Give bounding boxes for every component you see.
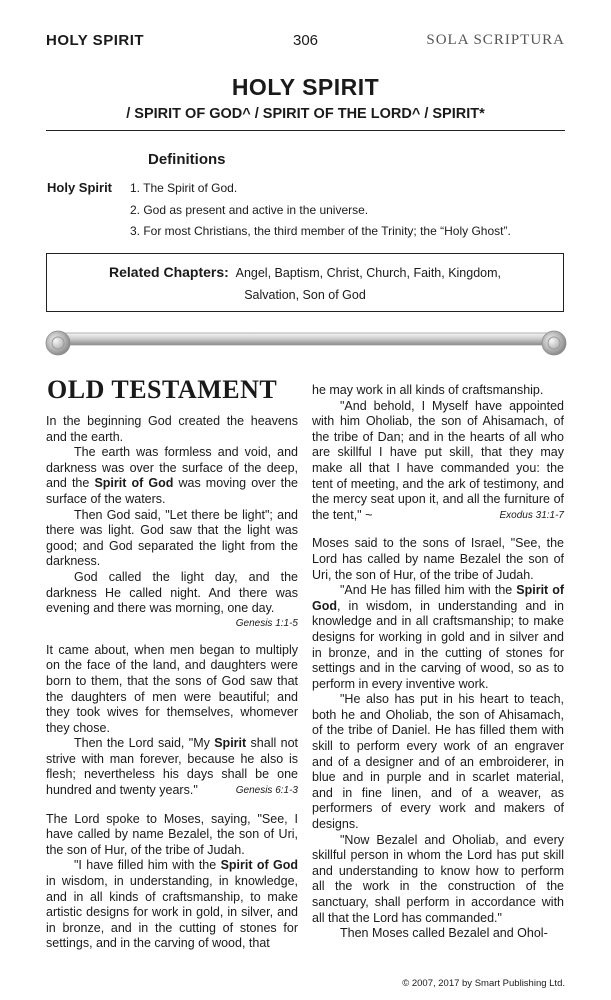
paragraph: The Lord spoke to Moses, saying, "See, I have called by name Bezalel, the son of Uri, the son of Hur, of the tribe of Judah.: [46, 811, 298, 857]
paragraph: "And behold, I Myself have appointed with him Oholiab, the son of Ahisamach, of the tribe of Dan; and in the hearts of all who are skillful I have put skill, that they may make all that I have commanded you: the tent of meeting, and the ark of testimony, and the mercy seat upon it, and all the furniture of the tent," ~ Exodus 31:1-7: [312, 398, 564, 522]
paragraph: It came about, when men began to multiply on the face of the land, and daughters were born to them, that the sons of God saw that the daughters of men were beautiful; and they took wives for themselves, whomever they chose.: [46, 642, 298, 735]
related-chapters-label: Related Chapters:: [109, 264, 229, 280]
chapter-title: HOLY SPIRIT: [231, 74, 380, 100]
header-book-title: SOLA SCRIPTURA: [426, 32, 565, 48]
scripture-reference: Genesis 6:1-3: [235, 785, 298, 797]
paragraph: Moses said to the sons of Israel, "See, the Lord has called by name Bezalel the son of Uri, the son of Hur, of the tribe of Judah.: [312, 536, 564, 582]
scripture-reference: Exodus 31:1-7: [499, 509, 564, 521]
paragraph: "I have filled him with the Spirit of God in wisdom, in understanding, in knowledge, and in all kinds of craftsmanship, to make artistic designs for work in gold, in silver, and in bronze, and in the cutting of stones for settings, and in the carving of wood, that: [46, 858, 298, 951]
header-chapter-title: HOLY SPIRIT: [46, 32, 145, 49]
section-heading: OLD TESTAMENT: [47, 375, 278, 404]
scripture-reference: Genesis 1:1-5: [235, 617, 298, 629]
related-chapters-list-2: Salvation, Son of God: [244, 288, 366, 302]
paragraph: Then the Lord said, "My Spirit shall not strive with man forever, because he also is flesh; nevertheless his days shall be one hundred and twenty years." Genesis 6:1-3: [46, 736, 298, 798]
paragraph: Then Moses called Bezalel and Ohol-: [340, 926, 548, 941]
paragraph: "And He has filled him with the Spirit of God, in wisdom, in understanding and in knowledge and in all craftsmanship; to make designs for working in gold and in silver and in bronze, and in the cutting of stones for settings and in the carving of wood, so as to perform in every inventive work.: [312, 583, 565, 691]
chapter-subtitle: / SPIRIT OF GOD^ / SPIRIT OF THE LORD^ / SPIRIT*: [126, 106, 485, 122]
scroll-divider: [44, 325, 568, 361]
paragraph: "He also has put in his heart to teach, both he and Oholiab, the son of Ahisamach, of the tribe of Daniel. He has filled them with skill to perform every work of an engraver and of a designer and of an embroiderer, in blue and in purple and in scarlet material, and in fine linen, and of a weaver, as performers of every work and makers of designs.: [312, 692, 564, 832]
definition-term: Holy Spirit: [47, 180, 113, 195]
related-chapters-list-1: Angel, Baptism, Christ, Church, Faith, Kingdom,: [235, 266, 501, 280]
definition-item-1: 1. The Spirit of God.: [130, 181, 238, 195]
copyright-footer: © 2007, 2017 by Smart Publishing Ltd.: [402, 978, 565, 989]
left-column: [46, 414, 298, 952]
definition-item-3: 3. For most Christians, the third member of the Trinity; the “Holy Ghost”.: [130, 224, 511, 238]
running-header: [46, 32, 565, 54]
title-rule: [46, 130, 565, 131]
paragraph: The earth was formless and void, and darkness was over the surface of the deep, and the Spirit of God was moving over the surface of the waters.: [46, 445, 298, 506]
paragraph: Then God said, "Let there be light"; and there was light. God saw that the light was good; and God separated the light from the darkness.: [46, 507, 298, 569]
definitions-heading: Definitions: [148, 151, 226, 168]
related-chapters-box: [46, 253, 564, 312]
paragraph: God called the light day, and the darkness He called night. And there was evening and there was morning, one day.: [46, 569, 298, 616]
related-chapters-line-1: [46, 264, 564, 280]
right-column: [312, 383, 564, 942]
paragraph: In the beginning God created the heavens and the earth.: [46, 414, 298, 444]
paragraph: "Now Bezalel and Oholiab, and every skillful person in whom the Lord has put skill and understanding to know how to perform all the work in the construction of the sanctuary, shall perform in accordance with all that the Lord has commanded.": [312, 832, 564, 925]
paragraph: he may work in all kinds of craftsmanship.: [312, 383, 544, 397]
definition-item-2: 2. God as present and active in the universe.: [130, 203, 369, 217]
page-number: 306: [292, 32, 319, 49]
